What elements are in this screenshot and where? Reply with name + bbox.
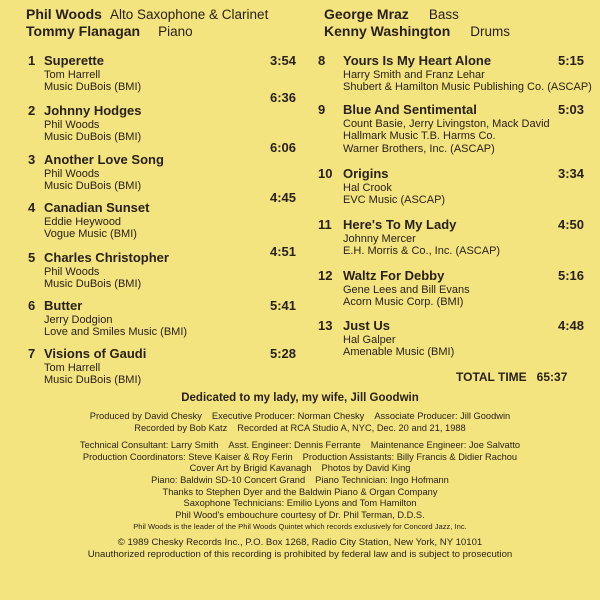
track-number: 3: [28, 152, 36, 167]
track-item: [28, 90, 296, 152]
track-credit: Eddie Heywood: [44, 216, 122, 228]
track-number: 13: [318, 318, 333, 333]
musician-row: [324, 6, 459, 22]
track-item: [318, 318, 584, 364]
credit-thanks: Thanks to Stephen Dyer and the Baldwin Piano & Organ Company: [162, 486, 438, 497]
credit-piano: Piano: Baldwin SD-10 Concert Grand: [151, 474, 306, 485]
credit-production-assistants: Production Assistants: Billy Francis & Didier Rachou: [302, 451, 518, 462]
credit-production-coordinators: Production Coordinators: Steve Kaiser & Roy Ferin: [82, 451, 293, 462]
credit-line: [0, 475, 600, 487]
track-title: Visions of Gaudi: [44, 346, 147, 361]
track-number: 5: [28, 250, 36, 265]
track-credit: Phil Woods: [44, 266, 100, 278]
copyright-line: © 1989 Chesky Records Inc., P.O. Box 1268, Radio City Station, New York, NY 10101: [117, 536, 483, 548]
track-item: [28, 298, 296, 346]
track-duration: 5:15: [557, 53, 584, 68]
total-time-value: 65:37: [536, 370, 568, 384]
track-number: 10: [318, 166, 333, 181]
credit-recorded-by: Recorded by Bob Katz: [134, 422, 228, 433]
track-duration: 5:03: [557, 102, 584, 117]
musician-instrument: Piano: [158, 24, 193, 39]
track-title: Yours Is My Heart Alone: [343, 53, 492, 68]
track-duration: 6:36: [269, 90, 296, 105]
track-duration: 5:16: [557, 268, 584, 283]
track-item: [318, 268, 584, 318]
credit-line: [0, 411, 600, 423]
track-credit: Johnny Mercer: [343, 233, 416, 245]
track-credit: Jerry Dodgion: [44, 314, 113, 326]
credit-recorded-at: Recorded at RCA Studio A, NYC, Dec. 20 and 21, 1988: [237, 422, 466, 433]
track-duration: 4:50: [557, 217, 584, 232]
track-number: 11: [318, 217, 332, 232]
track-duration: 5:28: [269, 346, 296, 361]
track-credit: Tom Harrell: [44, 362, 101, 374]
musician-instrument: Drums: [470, 24, 511, 39]
track-item: [28, 140, 296, 200]
musician-name: George Mraz: [324, 6, 409, 22]
credit-leader-note: Phil Woods is the leader of the Phil Woods Quintet which records exclusively for Concord Jazz, Inc.: [133, 522, 467, 532]
track-number: 6: [28, 298, 36, 313]
track-credit: Shubert & Hamilton Music Publishing Co. (ASCAP): [343, 81, 592, 94]
track-credit: Phil Woods: [44, 168, 100, 180]
copyright-warning: Unauthorized reproduction of this recording is prohibited by federal law and is subject to prosecution: [87, 548, 513, 560]
track-number: 12: [318, 268, 333, 283]
credit-maintenance-engineer: Maintenance Engineer: Joe Salvatto: [370, 440, 521, 451]
credit-technical-consultant: Technical Consultant: Larry Smith: [79, 440, 219, 451]
musician-row: [26, 23, 193, 39]
credit-sax-technicians: Saxophone Technicians: Emilio Lyons and Tom Hamilton: [183, 498, 417, 509]
track-credit: Vogue Music (BMI): [44, 228, 137, 241]
track-credit: Music DuBois (BMI): [44, 131, 142, 144]
track-credit: Count Basie, Jerry Livingston, Mack David: [343, 118, 550, 130]
track-title: Superette: [44, 53, 104, 68]
track-duration: 4:45: [269, 190, 296, 205]
track-title: Waltz For Debby: [343, 268, 445, 283]
track-duration: 4:51: [269, 244, 296, 259]
total-time-label: TOTAL TIME: [456, 370, 527, 384]
track-credit: Music DuBois (BMI): [44, 374, 142, 387]
track-item: [28, 190, 296, 250]
credit-cover-art: Cover Art by Brigid Kavanagh: [189, 463, 312, 474]
track-title: Butter: [44, 298, 83, 313]
track-credit: Hallmark Music T.B. Harms Co.: [343, 130, 496, 143]
track-number: 7: [28, 346, 36, 361]
credit-executive-producer: Executive Producer: Norman Chesky: [211, 411, 365, 421]
musician-instrument: Bass: [428, 7, 459, 22]
track-number: 8: [318, 53, 326, 68]
track-credit: Amenable Music (BMI): [343, 346, 455, 359]
credit-line: [0, 440, 600, 452]
track-title: Johnny Hodges: [44, 103, 142, 118]
credit-associate-producer: Associate Producer: Jill Goodwin: [374, 411, 511, 421]
track-list-left: [28, 53, 296, 392]
musician-instrument: Alto Saxophone & Clarinet: [109, 7, 269, 22]
track-title: Canadian Sunset: [44, 200, 150, 215]
track-item: [318, 102, 584, 166]
track-title: Just Us: [343, 318, 390, 333]
track-credit: Music DuBois (BMI): [44, 81, 142, 94]
track-item: [28, 53, 296, 103]
track-item: [318, 166, 584, 217]
track-credit: Warner Brothers, Inc. (ASCAP): [343, 142, 495, 155]
credit-photos: Photos by David King: [321, 463, 411, 474]
track-duration: 5:41: [269, 298, 296, 313]
dedication: Dedicated to my lady, my wife, Jill Goodwin: [181, 392, 419, 404]
track-item: [28, 346, 296, 392]
musician-name: Phil Woods: [26, 6, 102, 22]
track-credit: Harry Smith and Franz Lehar: [343, 69, 485, 81]
track-item: [318, 53, 592, 102]
musician-row: [26, 6, 268, 22]
track-duration: 3:54: [269, 53, 296, 68]
track-credit: Gene Lees and Bill Evans: [343, 284, 470, 296]
track-title: Charles Christopher: [44, 250, 169, 265]
credit-producer: Produced by David Chesky: [89, 411, 202, 421]
track-credit: Hal Crook: [343, 182, 392, 194]
track-list-right: [318, 53, 592, 364]
track-title: Another Love Song: [44, 152, 164, 167]
track-credit: Love and Smiles Music (BMI): [44, 326, 188, 339]
credit-line: [0, 423, 600, 435]
musician-name: Tommy Flanagan: [26, 23, 141, 39]
track-credit: Tom Harrell: [44, 69, 101, 81]
track-duration: 4:48: [557, 318, 584, 333]
production-credits: [0, 411, 600, 560]
track-duration: 6:06: [269, 140, 296, 155]
musician-row: [324, 23, 510, 39]
credit-embouchure: Phil Wood's embouchure courtesy of Dr. Phil Terman, D.D.S.: [175, 509, 425, 520]
musician-name: Kenny Washington: [324, 23, 451, 39]
credit-line: [0, 463, 600, 475]
track-number: 2: [28, 103, 36, 118]
track-credit: EVC Music (ASCAP): [343, 194, 446, 207]
track-item: [28, 244, 296, 298]
track-credit: E.H. Morris & Co., Inc. (ASCAP): [343, 245, 501, 258]
track-item: [318, 217, 584, 268]
track-number: 4: [28, 200, 36, 215]
total-time: [456, 370, 567, 384]
credit-line: [0, 452, 600, 464]
track-number: 1: [28, 53, 36, 68]
track-credit: Acorn Music Corp. (BMI): [343, 296, 464, 309]
credit-piano-technician: Piano Technician: Ingo Hofmann: [315, 474, 449, 485]
track-title: Here's To My Lady: [343, 217, 457, 232]
track-credit: Music DuBois (BMI): [44, 180, 142, 193]
track-title: Origins: [343, 166, 389, 181]
track-number: 9: [318, 102, 326, 117]
track-duration: 3:34: [557, 166, 584, 181]
credit-asst-engineer: Asst. Engineer: Dennis Ferrante: [228, 440, 361, 451]
track-credit: Phil Woods: [44, 119, 100, 131]
track-credit: Hal Galper: [343, 334, 396, 346]
track-credit: Music DuBois (BMI): [44, 278, 142, 291]
track-title: Blue And Sentimental: [343, 102, 477, 117]
